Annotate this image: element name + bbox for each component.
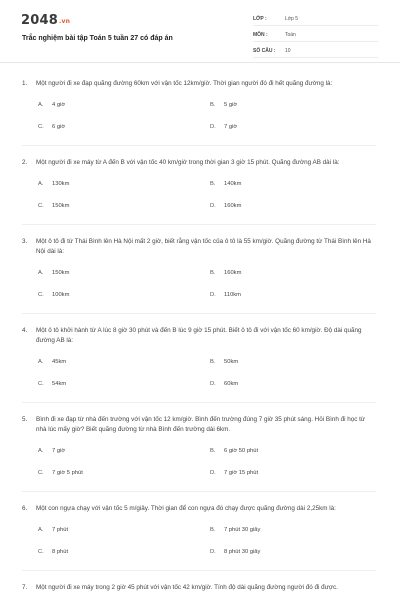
answer-option[interactable] [38,291,210,299]
option-text: 50km [224,359,239,365]
option-letter: B. [210,181,216,187]
answer-options [38,180,376,210]
option-letter: B. [210,527,216,533]
answer-option[interactable] [210,358,382,366]
page-header [0,0,400,63]
answer-options [38,358,376,388]
meta-label-count: SỐ CÂU : [253,48,276,54]
option-letter: C. [38,549,44,555]
option-letter: C. [38,470,44,476]
option-letter: C. [38,124,44,130]
option-text: 150km [52,270,70,276]
question-divider [22,402,376,403]
option-letter: D. [210,292,216,298]
option-letter: B. [210,359,216,365]
answer-option[interactable] [38,358,210,366]
site-logo[interactable] [21,13,70,28]
answer-options [38,269,376,299]
option-text: 6 giờ [52,124,66,130]
question-item [22,158,376,210]
answer-option[interactable] [210,526,382,534]
question-number: 1. [22,80,28,87]
option-letter: B. [210,270,216,276]
option-text: 7 giờ 15 phút [224,470,259,476]
answer-option[interactable] [38,123,210,131]
answer-option[interactable] [38,548,210,556]
question-number: 2. [22,159,28,166]
question-header [22,237,376,257]
logo-text: 2048 [21,13,58,28]
question-text: Bình đi xe đạp từ nhà đến trường với vận tốc 12 km/giờ. Bình đến trường đúng 7 giờ 35 phút sáng. Hỏi Bình đi học từ nhà lúc mấy giờ? Biết quãng đường từ nhà Bình đến trường dài 6km. [36,416,366,433]
question-item [22,504,376,556]
question-item [22,583,376,593]
option-text: 130km [52,181,70,187]
option-text: 160km [224,270,242,276]
option-letter: D. [210,381,216,387]
option-text: 4 giờ [52,102,66,108]
question-header [22,504,376,514]
question-number: 7. [22,584,28,591]
question-number: 4. [22,327,28,334]
question-divider [22,570,376,571]
option-text: 7 giờ [224,124,238,130]
question-item [22,326,376,388]
option-text: 110km [224,292,241,298]
meta-row-count [253,45,378,58]
question-number: 3. [22,238,28,245]
meta-value-subject: Toán [285,32,296,38]
question-divider [22,313,376,314]
option-letter: A. [38,359,44,365]
option-text: 7 phút 30 giây [224,527,261,533]
meta-label-grade: LỚP : [253,16,267,22]
option-text: 7 giờ [52,448,66,454]
question-divider [22,145,376,146]
answer-options [38,526,376,556]
question-text: Một con ngựa chạy với vận tốc 5 m/giây. Thời gian để con ngựa đó chạy được quãng đường dài 2,25km là: [36,505,336,512]
question-text: Một người đi xe đạp quãng đường 60km với vận tốc 12km/giờ. Thời gian người đó đi hết quãng đường là: [36,80,333,87]
option-text: 160km [224,203,242,209]
option-text: 45km [52,359,67,365]
answer-option[interactable] [210,202,382,210]
question-header [22,583,376,593]
answer-options [38,447,376,477]
question-text: Một người đi xe máy trong 2 giờ 45 phút với vận tốc 42 km/giờ. Tính độ dài quãng đường người đó đi được. [36,584,338,591]
meta-row-grade [253,13,378,26]
question-text: Một ô tô khởi hành từ A lúc 8 giờ 30 phút và đến B lúc 9 giờ 15 phút. Biết ô tô đi với vận tốc 60 km/giờ. Độ dài quãng đường AB là: [36,327,362,344]
question-item [22,237,376,299]
option-text: 140km [224,181,242,187]
question-divider [22,491,376,492]
question-item [22,415,376,477]
option-letter: A. [38,102,44,108]
answer-option[interactable] [210,101,382,109]
question-text: Một người đi xe máy từ A đến B với vận tốc 40 km/giờ trong thời gian 3 giờ 15 phút. Quãng đường AB dài là: [36,159,340,166]
page-title: Trắc nghiệm bài tập Toán 5 tuần 27 có đáp án [22,35,173,42]
option-letter: D. [210,549,216,555]
logo-suffix: .vn [58,18,71,25]
option-letter: C. [38,381,44,387]
question-header [22,326,376,346]
answer-option[interactable] [210,269,382,277]
option-text: 6 giờ 50 phút [224,448,259,454]
answer-option[interactable] [210,548,382,556]
option-letter: B. [210,448,216,454]
answer-options [38,101,376,131]
answer-option[interactable] [38,447,210,455]
question-header [22,79,376,89]
question-item [22,79,376,131]
option-text: 7 phút [52,527,69,533]
option-letter: C. [38,292,44,298]
answer-option[interactable] [210,291,382,299]
question-list [0,63,400,593]
option-text: 8 phút 30 giây [224,549,261,555]
option-text: 5 giờ [224,102,238,108]
option-letter: A. [38,448,44,454]
option-letter: A. [38,527,44,533]
answer-option[interactable] [210,180,382,188]
option-text: 100km [52,292,70,298]
option-letter: A. [38,181,44,187]
answer-option[interactable] [38,180,210,188]
answer-option[interactable] [210,123,382,131]
answer-option[interactable] [38,269,210,277]
question-text: Một ô tô đi từ Thái Bình lên Hà Nội mất 2 giờ, biết rằng vận tốc của ô tô là 55 km/giờ. Quãng đường từ Thái Bình lên Hà Nội dài là: [36,238,371,255]
option-letter: A. [38,270,44,276]
option-text: 7 giờ 5 phút [52,470,83,476]
option-text: 8 phút [52,549,69,555]
option-text: 54km [52,381,67,387]
option-letter: D. [210,203,216,209]
question-number: 6. [22,505,28,512]
answer-option[interactable] [38,526,210,534]
answer-option[interactable] [38,202,210,210]
option-letter: D. [210,470,216,476]
answer-option[interactable] [38,380,210,388]
answer-option[interactable] [210,447,382,455]
quiz-meta [253,13,378,61]
option-text: 150km [52,203,70,209]
question-header [22,415,376,435]
meta-label-subject: MÔN : [253,32,268,38]
meta-value-count: 10 [285,48,291,54]
option-letter: B. [210,102,216,108]
meta-row-subject [253,29,378,42]
question-header [22,158,376,168]
question-divider [22,224,376,225]
option-letter: D. [210,124,216,130]
option-text: 60km [224,381,239,387]
answer-option[interactable] [38,101,210,109]
answer-option[interactable] [38,469,210,477]
answer-option[interactable] [210,380,382,388]
answer-option[interactable] [210,469,382,477]
meta-value-grade: Lớp 5 [285,16,299,22]
option-letter: C. [38,203,44,209]
question-number: 5. [22,416,28,423]
